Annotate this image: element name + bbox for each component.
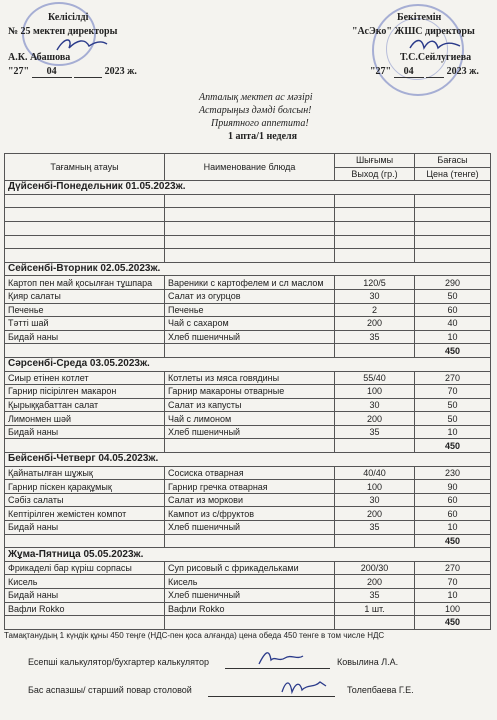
empty-cell: [5, 439, 165, 453]
approval-right-title: Бекітемін: [397, 12, 442, 23]
price-cell: 50: [415, 398, 491, 412]
dish-ru-cell: Кисель: [165, 575, 335, 589]
day-total: 450: [415, 344, 491, 358]
dish-kz-cell: Кисель: [5, 575, 165, 589]
dish-kz-cell: Қырыққабаттан салат: [5, 398, 165, 412]
output-cell: 200: [335, 317, 415, 331]
dish-kz-cell: Бидай наны: [5, 521, 165, 535]
dish-kz-cell: Вафли Rokko: [5, 602, 165, 616]
output-cell: 120/5: [335, 276, 415, 290]
price-cell: [415, 194, 491, 208]
price-cell: [415, 221, 491, 235]
dish-ru-cell: Печенье: [165, 303, 335, 317]
dish-ru-cell: Салат из капусты: [165, 398, 335, 412]
header-price-ru: Цена (тенге): [415, 167, 491, 181]
header-output-ru: Выход (гр.): [335, 167, 415, 181]
output-cell: 200: [335, 507, 415, 521]
day-row: [5, 548, 491, 562]
total-row: [5, 616, 491, 630]
right-signature: [408, 34, 463, 56]
price-cell: 50: [415, 289, 491, 303]
dish-kz-cell: Қайнатылған шұжық: [5, 466, 165, 480]
empty-cell: [5, 344, 165, 358]
price-cell: 60: [415, 493, 491, 507]
total-row: [5, 344, 491, 358]
day-row: [5, 262, 491, 276]
price-cell: 90: [415, 480, 491, 494]
day-row: [5, 181, 491, 195]
dish-ru-cell: Салат из огурцов: [165, 289, 335, 303]
price-cell: 60: [415, 303, 491, 317]
table-row: [5, 480, 491, 494]
dish-kz-cell: Тәтті шай: [5, 317, 165, 331]
dish-ru-cell: Салат из моркови: [165, 493, 335, 507]
price-cell: 50: [415, 412, 491, 426]
price-cell: 70: [415, 575, 491, 589]
output-cell: 30: [335, 398, 415, 412]
dish-ru-cell: [165, 208, 335, 222]
dish-ru-cell: Вафли Rokko: [165, 602, 335, 616]
empty-cell: [335, 439, 415, 453]
table-row: [5, 330, 491, 344]
approval-right-day: "27": [370, 66, 392, 77]
heading-line-1: Апталық мектеп ас мәзірі: [199, 92, 313, 103]
dish-ru-cell: Хлеб пшеничный: [165, 589, 335, 603]
approval-left-title: Келісілді: [48, 12, 89, 23]
price-cell: 10: [415, 330, 491, 344]
approval-right-year: 2023 ж.: [446, 66, 479, 77]
approval-right-org: "АсЭко" ЖШС директоры: [352, 26, 475, 37]
table-row: [5, 221, 491, 235]
table-row: [5, 289, 491, 303]
cook-label: Бас аспазшы/ старший повар столовой: [28, 685, 192, 695]
dish-ru-cell: Хлеб пшеничный: [165, 330, 335, 344]
table-row: [5, 507, 491, 521]
empty-cell: [165, 439, 335, 453]
dish-ru-cell: Хлеб пшеничный: [165, 521, 335, 535]
table-row: [5, 466, 491, 480]
dish-kz-cell: Кептірілген жемістен компот: [5, 507, 165, 521]
approval-right-name: Т.С.Сейлугиева: [400, 52, 472, 63]
dish-kz-cell: Гарнир пісірілген макарон: [5, 385, 165, 399]
price-cell: 10: [415, 589, 491, 603]
dish-kz-cell: Қияр салаты: [5, 289, 165, 303]
empty-cell: [165, 534, 335, 548]
total-row: [5, 439, 491, 453]
dish-kz-cell: Сиыр етінен котлет: [5, 371, 165, 385]
total-row: [5, 534, 491, 548]
accountant-name: Ковылина Л.А.: [337, 657, 399, 667]
table-header-row: [5, 154, 491, 168]
price-cell: 230: [415, 466, 491, 480]
approval-right-month: 04: [394, 66, 424, 78]
day-total: 450: [415, 616, 491, 630]
day-total: 450: [415, 439, 491, 453]
day-title: Сейсенбі-Вторник 02.05.2023ж.: [5, 262, 491, 276]
output-cell: [335, 235, 415, 249]
output-cell: 200/30: [335, 561, 415, 575]
output-cell: 35: [335, 425, 415, 439]
approval-left-year: 2023 ж.: [104, 66, 137, 77]
empty-cell: [165, 616, 335, 630]
output-cell: 30: [335, 493, 415, 507]
dish-kz-cell: Лимонмен шәй: [5, 412, 165, 426]
table-row: [5, 317, 491, 331]
day-row: [5, 357, 491, 371]
day-title: Сәрсенбі-Среда 03.05.2023ж.: [5, 357, 491, 371]
approval-right-date: [370, 66, 479, 78]
output-cell: 200: [335, 575, 415, 589]
output-cell: 35: [335, 589, 415, 603]
price-cell: 10: [415, 425, 491, 439]
output-cell: 2: [335, 303, 415, 317]
approval-left-name: А.К. Абашова: [8, 52, 71, 63]
dish-kz-cell: Бидай наны: [5, 330, 165, 344]
output-cell: 100: [335, 480, 415, 494]
dish-kz-cell: [5, 235, 165, 249]
dish-ru-cell: Котлеты из мяса говядины: [165, 371, 335, 385]
dish-ru-cell: Кампот из с/фруктов: [165, 507, 335, 521]
output-cell: [335, 221, 415, 235]
output-cell: 40/40: [335, 466, 415, 480]
day-title: Дүйсенбі-Понедельник 01.05.2023ж.: [5, 181, 491, 195]
approval-right-date-line: [426, 66, 444, 78]
dish-ru-cell: [165, 194, 335, 208]
accountant-signature: [255, 646, 305, 668]
dish-kz-cell: [5, 194, 165, 208]
dish-kz-cell: Гарнир піскен қарақұмық: [5, 480, 165, 494]
price-cell: [415, 235, 491, 249]
price-cell: 270: [415, 371, 491, 385]
table-row: [5, 208, 491, 222]
price-cell: 40: [415, 317, 491, 331]
price-cell: 70: [415, 385, 491, 399]
day-title: Бейсенбі-Четверг 04.05.2023ж.: [5, 453, 491, 467]
table-row: [5, 561, 491, 575]
output-cell: [335, 194, 415, 208]
table-row: [5, 575, 491, 589]
table-row: [5, 385, 491, 399]
approval-left-date: [8, 66, 137, 78]
dish-ru-cell: Суп рисовый с фрикадельками: [165, 561, 335, 575]
dish-kz-cell: Сәбіз салаты: [5, 493, 165, 507]
heading-line-4: 1 апта/1 неделя: [228, 131, 298, 142]
header-dish-ru: Наименование блюда: [165, 154, 335, 181]
table-row: [5, 521, 491, 535]
table-row: [5, 249, 491, 263]
approval-left-day: "27": [8, 66, 30, 77]
empty-cell: [335, 534, 415, 548]
header-dish-kz: Тағамның атауы: [5, 154, 165, 181]
price-cell: 290: [415, 276, 491, 290]
table-row: [5, 602, 491, 616]
dish-kz-cell: Картоп пен май қосылған тұшпара: [5, 276, 165, 290]
footnote: Тамақтанудың 1 күндік құны 450 теңге (НДС-пен қоса алғанда) цена обеда 450 тенге в том числе НДС: [4, 631, 385, 640]
approval-left-date-line: [74, 66, 102, 78]
table-row: [5, 194, 491, 208]
empty-cell: [165, 344, 335, 358]
empty-cell: [335, 616, 415, 630]
day-total: 450: [415, 534, 491, 548]
dish-kz-cell: Фрикаделі бар күріш сорпасы: [5, 561, 165, 575]
dish-ru-cell: [165, 249, 335, 263]
menu-table: [4, 153, 491, 630]
table-row: [5, 425, 491, 439]
approval-left-org: № 25 мектеп директоры: [8, 26, 118, 37]
left-signature: [55, 34, 110, 56]
day-title: Жұма-Пятница 05.05.2023ж.: [5, 548, 491, 562]
price-cell: 10: [415, 521, 491, 535]
header-price-kz: Бағасы: [415, 154, 491, 168]
table-row: [5, 371, 491, 385]
heading-line-3: Приятного аппетита!: [211, 118, 309, 129]
dish-kz-cell: Печенье: [5, 303, 165, 317]
price-cell: 270: [415, 561, 491, 575]
table-row: [5, 398, 491, 412]
price-cell: [415, 249, 491, 263]
table-row: [5, 303, 491, 317]
output-cell: [335, 249, 415, 263]
table-row: [5, 276, 491, 290]
header-output-kz: Шығымы: [335, 154, 415, 168]
cook-name: Толепбаева Г.Е.: [347, 685, 414, 695]
output-cell: 1 шт.: [335, 602, 415, 616]
dish-ru-cell: Гарнир макароны отварные: [165, 385, 335, 399]
output-cell: [335, 208, 415, 222]
table-row: [5, 412, 491, 426]
dish-ru-cell: [165, 235, 335, 249]
approval-left-month: 04: [32, 66, 72, 78]
output-cell: 30: [335, 289, 415, 303]
dish-ru-cell: [165, 221, 335, 235]
dish-ru-cell: Хлеб пшеничный: [165, 425, 335, 439]
price-cell: 60: [415, 507, 491, 521]
output-cell: 55/40: [335, 371, 415, 385]
accountant-label: Есепші калькулятор/бухгартер калькулятор: [28, 657, 210, 667]
dish-ru-cell: Вареники с картофелем и сл маслом: [165, 276, 335, 290]
empty-cell: [5, 616, 165, 630]
dish-kz-cell: [5, 249, 165, 263]
output-cell: 35: [335, 521, 415, 535]
price-cell: [415, 208, 491, 222]
dish-kz-cell: [5, 208, 165, 222]
output-cell: 100: [335, 385, 415, 399]
table-row: [5, 235, 491, 249]
dish-kz-cell: [5, 221, 165, 235]
dish-kz-cell: Бидай наны: [5, 589, 165, 603]
dish-ru-cell: Гарнир гречка отварная: [165, 480, 335, 494]
heading-line-2: Астарыңыз дәмді болсын!: [199, 105, 312, 116]
empty-cell: [5, 534, 165, 548]
table-row: [5, 493, 491, 507]
menu-body: [5, 181, 491, 630]
dish-ru-cell: Чай с лимоном: [165, 412, 335, 426]
output-cell: 35: [335, 330, 415, 344]
dish-kz-cell: Бидай наны: [5, 425, 165, 439]
dish-ru-cell: Чай с сахаром: [165, 317, 335, 331]
output-cell: 200: [335, 412, 415, 426]
table-row: [5, 589, 491, 603]
cook-signature: [280, 676, 330, 698]
empty-cell: [335, 344, 415, 358]
accountant-sign-line: [225, 668, 330, 669]
day-row: [5, 453, 491, 467]
dish-ru-cell: Сосиска отварная: [165, 466, 335, 480]
price-cell: 100: [415, 602, 491, 616]
